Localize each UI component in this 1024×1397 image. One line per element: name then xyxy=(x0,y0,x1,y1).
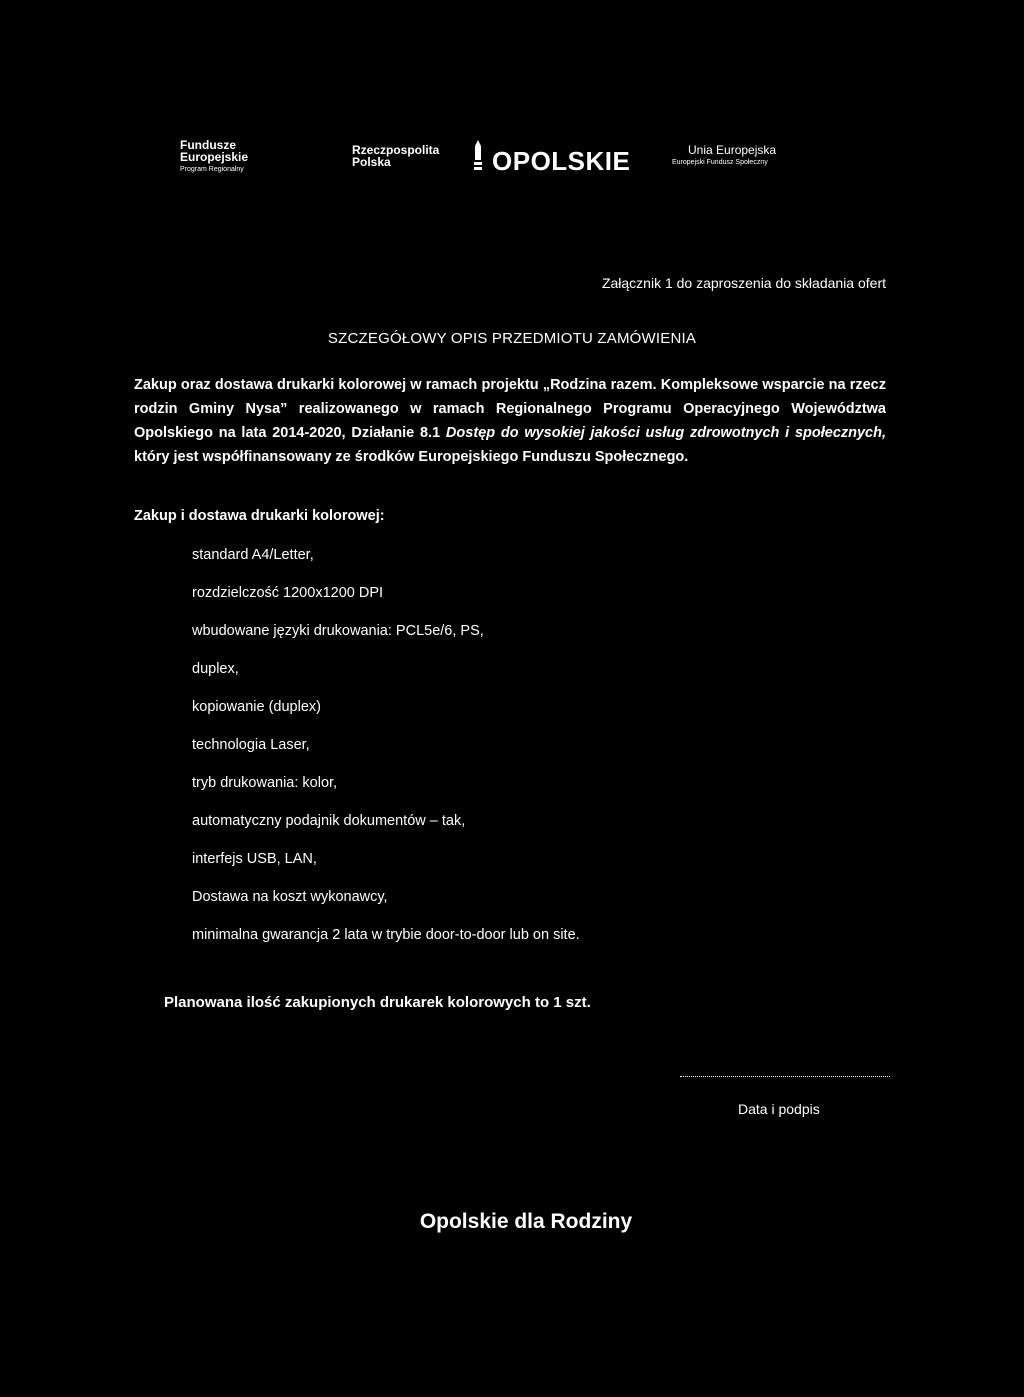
footer-slogan: Opolskie dla Rodziny xyxy=(419,1210,633,1233)
signature-label: Data i podpis xyxy=(738,1101,820,1117)
tower-icon xyxy=(472,140,484,172)
spec-item: Dostawa na koszt wykonawcy, xyxy=(192,889,388,905)
intro-paragraph: Zakup oraz dostawa drukarki kolorowej w ramach projektu „Rodzina razem. Kompleksowe wsparcie na rzecz rodzin Gminy Nysa” realizowanego w ramach Regionalnego Programu Operacyjnego Województwa Opolskiego na lata 2014-2020, Działanie 8.1 Dostęp do wysokiej jakości usług zdrowotnych i społecznych, który jest współfinansowany ze środków Europejskiego Funduszu Społecznego. xyxy=(134,377,887,465)
annex-label: Załącznik 1 do zaproszenia do składania ofert xyxy=(601,275,886,291)
spec-item: standard A4/Letter, xyxy=(192,547,314,563)
spec-item: technologia Laser, xyxy=(192,737,310,753)
logo-bar: Fundusze Europejskie Program Regionalny Rzeczpospolita Polska OPOLSKIE Unia Europejska Europejski Fundusz Społeczny xyxy=(180,138,777,176)
quantity-statement: Planowana ilość zakupionych drukarek kolorowych to 1 szt. xyxy=(164,994,591,1011)
page-title: SZCZEGÓŁOWY OPIS PRZEDMIOTU ZAMÓWIENIA xyxy=(327,330,697,347)
specs-heading: Zakup i dostawa drukarki kolorowej: xyxy=(134,508,385,524)
spec-item: rozdzielczość 1200x1200 DPI xyxy=(192,585,384,601)
spec-list xyxy=(192,545,580,963)
logo-republic-of-poland: Rzeczpospolita Polska xyxy=(352,143,440,169)
spec-item: interfejs USB, LAN, xyxy=(192,851,317,867)
spec-item: duplex, xyxy=(192,661,239,677)
spec-item: automatyczny podajnik dokumentów – tak, xyxy=(192,813,466,829)
logo-european-funds: Fundusze Europejskie Program Regionalny xyxy=(180,138,249,173)
signature-line xyxy=(680,1068,890,1077)
logo-european-union: Unia Europejska Europejski Fundusz Społeczny xyxy=(672,143,777,166)
spec-item: minimalna gwarancja 2 lata w trybie door-to-door lub on site. xyxy=(192,927,580,943)
spec-item: wbudowane języki drukowania: PCL5e/6, PS, xyxy=(192,623,484,639)
spec-item: kopiowanie (duplex) xyxy=(192,699,321,715)
spec-item: tryb drukowania: kolor, xyxy=(192,775,338,791)
